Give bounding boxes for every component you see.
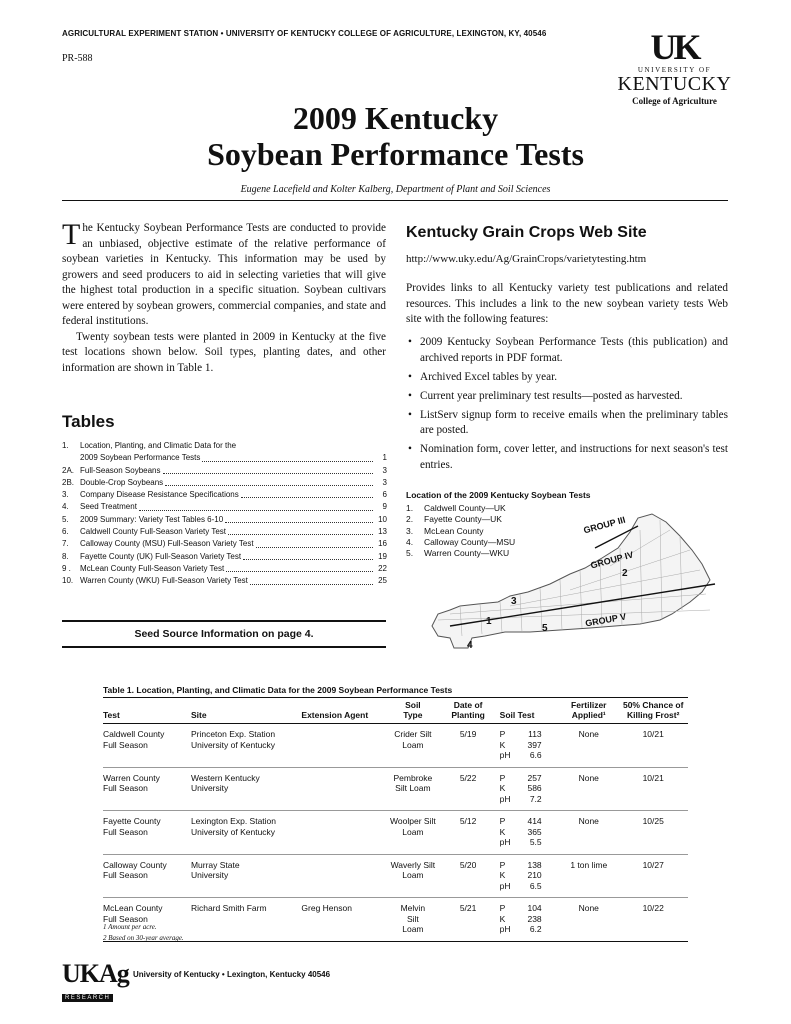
soil-label-p: P bbox=[499, 772, 506, 783]
toc-title-text: Double-Crop Soybeans bbox=[80, 477, 164, 487]
toc-leader bbox=[241, 497, 373, 498]
soil-label-p: P bbox=[499, 729, 506, 739]
cell-planting-date: 5/19 bbox=[443, 724, 494, 768]
cell-test bbox=[103, 767, 191, 811]
map-marker-2: 2 bbox=[622, 568, 628, 579]
ukag-research-logo bbox=[62, 959, 129, 1004]
col-date-line1: Date of bbox=[453, 700, 483, 710]
title-line-2: Soybean Performance Tests bbox=[207, 136, 584, 172]
map-location-name: Calloway County—MSU bbox=[424, 536, 516, 547]
cell-frost: 10/21 bbox=[618, 767, 688, 811]
col-frost-line2: Killing Frost² bbox=[627, 710, 680, 720]
toc-page: 19 bbox=[378, 551, 387, 561]
toc-title bbox=[80, 489, 375, 501]
cell-site-line1: Lexington Exp. Station bbox=[190, 816, 277, 826]
feature-item: • Current year preliminary test results—posted as harvested. bbox=[406, 389, 728, 405]
soil-test-values bbox=[500, 729, 559, 761]
uk-logo-college: College of Agriculture bbox=[632, 96, 717, 106]
soil-test-values bbox=[500, 816, 559, 848]
publication-number: PR-588 bbox=[62, 53, 93, 64]
map-location-num: 5. bbox=[406, 548, 414, 559]
soil-value-p: 113 bbox=[528, 729, 542, 739]
col-fert-line1: Fertilizer bbox=[571, 700, 607, 710]
intro-paragraph-1: he Kentucky Soybean Performance Tests are conducted to provide an unbiased, objective estimate of the relative performance of soybean varieties in Kentucky. This information may be used by growers and seed producers to aid in selecting varieties that will give the highest total production in a specific situation. Soybean cultivars were entered by soybean growers, commercial companies, and state and federal institutions. bbox=[62, 222, 386, 327]
cell-fertilizer: 1 ton lime bbox=[559, 854, 618, 898]
toc-leader bbox=[250, 584, 373, 585]
cell-test-season: Full Season bbox=[103, 826, 148, 837]
table-row bbox=[103, 854, 688, 898]
cell-frost: 10/25 bbox=[618, 811, 688, 855]
toc-item bbox=[62, 514, 387, 526]
cell-site-line2: University bbox=[190, 783, 229, 793]
cell-soil-line2: Loam bbox=[402, 870, 424, 880]
map-location-num: 2. bbox=[406, 514, 414, 525]
map-marker-5: 5 bbox=[542, 623, 548, 634]
cell-site-line1: Richard Smith Farm bbox=[190, 903, 267, 913]
soil-label-p: P bbox=[499, 816, 506, 826]
soil-value-p: 138 bbox=[527, 859, 542, 870]
intro-paragraph-2: Twenty soybean tests were planted in 2009 in Kentucky at the five test locations shown below. Soil types, planting dates, and other information are shown in Table 1. bbox=[62, 330, 386, 374]
cell-site-line2: University of Kentucky bbox=[190, 826, 276, 837]
cell-frost: 10/21 bbox=[618, 724, 688, 768]
cell-site bbox=[191, 811, 301, 855]
toc-title bbox=[80, 551, 375, 563]
col-soil-type-line2: Type bbox=[403, 710, 423, 720]
authors: Eugene Lacefield and Kolter Kalberg, Department of Plant and Soil Sciences bbox=[240, 184, 551, 195]
cell-test bbox=[103, 854, 191, 898]
cell-soil-type bbox=[383, 724, 442, 768]
ukag-logo-research: RESEARCH bbox=[62, 994, 113, 1002]
map-location-name: Caldwell County—UK bbox=[424, 503, 506, 513]
toc-page: 16 bbox=[378, 539, 387, 549]
toc-title-text: 2009 Summary: Variety Test Tables 6-10 bbox=[80, 514, 224, 524]
feature-item: • Nomination form, cover letter, and instructions for next season's test entries. bbox=[406, 442, 728, 473]
toc-leader bbox=[243, 559, 373, 560]
toc-page: 3 bbox=[382, 465, 387, 475]
table1-title: Table 1. Location, Planting, and Climatic Data for the 2009 Soybean Performance Tests bbox=[103, 685, 453, 695]
page-title bbox=[0, 100, 791, 172]
soil-value-p: 104 bbox=[527, 903, 542, 913]
web-site-heading: Kentucky Grain Crops Web Site bbox=[406, 224, 647, 241]
cell-soil-test bbox=[494, 854, 559, 898]
footnote-2: 2 Based on 30-year average. bbox=[103, 933, 184, 942]
map-group-iii-label: GROUP III bbox=[582, 514, 627, 536]
toc-page: 13 bbox=[378, 527, 387, 537]
table1-body bbox=[103, 724, 688, 942]
cell-soil-type bbox=[383, 854, 442, 898]
cell-planting-date: 5/22 bbox=[443, 767, 494, 811]
toc-leader bbox=[165, 485, 373, 486]
cell-fertilizer: None bbox=[559, 724, 618, 768]
soil-label-k: K bbox=[499, 826, 506, 837]
soil-test-values bbox=[500, 773, 559, 805]
soil-value-p: 257 bbox=[527, 772, 542, 783]
cell-agent bbox=[301, 854, 383, 898]
cell-test-season: Full Season bbox=[103, 913, 148, 924]
table1-header-row bbox=[103, 698, 688, 724]
toc-item-continued bbox=[62, 452, 387, 464]
toc-item bbox=[62, 465, 387, 477]
table1 bbox=[103, 697, 688, 942]
cell-test-county: Caldwell County bbox=[103, 729, 165, 739]
cell-planting-date: 5/12 bbox=[443, 811, 494, 855]
cell-planting-date: 5/21 bbox=[443, 898, 494, 942]
toc-leader bbox=[226, 571, 373, 572]
toc-item bbox=[62, 538, 387, 550]
cell-soil-line2: Loam bbox=[402, 739, 424, 750]
cell-soil-test bbox=[494, 898, 559, 942]
map-location-name: McLean County bbox=[424, 525, 484, 536]
cell-soil-line3: Loam bbox=[402, 924, 424, 934]
footer-address: University of Kentucky • Lexington, Kentucky 40546 bbox=[133, 970, 331, 979]
soil-label-k: K bbox=[499, 783, 506, 793]
col-soil-type bbox=[383, 698, 442, 724]
table-row bbox=[103, 811, 688, 855]
cell-soil-line2: Loam bbox=[402, 826, 424, 837]
toc-page: 22 bbox=[378, 563, 387, 573]
cell-soil-test bbox=[494, 811, 559, 855]
table-row bbox=[103, 898, 688, 942]
soil-label-k: K bbox=[499, 913, 506, 924]
toc-item bbox=[62, 551, 387, 563]
cell-test-season: Full Season bbox=[103, 783, 148, 793]
map-group-v-label: GROUP V bbox=[584, 611, 627, 629]
map-location-num: 1. bbox=[406, 503, 414, 513]
map-location-num: 4. bbox=[406, 536, 414, 547]
table1-footnotes bbox=[103, 922, 184, 943]
toc-page: 25 bbox=[378, 576, 387, 586]
feature-item: • Archived Excel tables by year. bbox=[406, 370, 728, 386]
soil-label-k: K bbox=[499, 870, 506, 880]
cell-test bbox=[103, 724, 191, 768]
toc-leader bbox=[256, 547, 373, 548]
cell-fertilizer: None bbox=[559, 811, 618, 855]
cell-site bbox=[191, 898, 301, 942]
col-site: Site bbox=[191, 698, 301, 724]
web-site-url[interactable]: http://www.uky.edu/Ag/GrainCrops/varietytesting.htm bbox=[406, 253, 647, 265]
toc-title bbox=[80, 477, 375, 489]
toc-title-text: Company Disease Resistance Specifications bbox=[80, 490, 239, 500]
cell-test bbox=[103, 811, 191, 855]
toc-num: 4. bbox=[62, 502, 69, 512]
toc-num: 10. bbox=[62, 576, 74, 586]
uk-logo-mark: UK bbox=[650, 27, 699, 67]
cell-frost: 10/27 bbox=[618, 854, 688, 898]
table-row bbox=[103, 767, 688, 811]
cell-agent: Greg Henson bbox=[301, 898, 383, 942]
toc-num: 2A. bbox=[62, 465, 75, 475]
header-university: • UNIVERSITY OF KENTUCKY COLLEGE OF AGRICULTURE, LEXINGTON, KY, 40546 bbox=[218, 29, 547, 38]
col-soil-test: Soil Test bbox=[494, 698, 559, 724]
cell-frost: 10/22 bbox=[618, 898, 688, 942]
cell-soil-line1: Melvin bbox=[400, 903, 426, 913]
soil-value-ph: 5.5 bbox=[529, 837, 542, 847]
ukag-logo-text: UKAg bbox=[62, 959, 129, 988]
toc-num: 2B. bbox=[62, 477, 75, 487]
toc-page: 10 bbox=[378, 514, 387, 524]
title-line-1: 2009 Kentucky bbox=[292, 100, 499, 136]
kentucky-map bbox=[420, 510, 720, 660]
toc-title bbox=[80, 440, 387, 452]
kentucky-outline bbox=[432, 514, 710, 648]
col-test: Test bbox=[103, 698, 191, 724]
toc-item bbox=[62, 477, 387, 489]
toc-page: 9 bbox=[382, 502, 387, 512]
toc-num: 5. bbox=[62, 514, 69, 524]
col-soil-type-line1: Soil bbox=[405, 700, 421, 710]
soil-value-k: 397 bbox=[527, 739, 542, 750]
cell-soil-line1: Pembroke bbox=[393, 772, 433, 783]
col-agent: Extension Agent bbox=[301, 698, 383, 724]
toc-num: 8. bbox=[62, 551, 69, 561]
cell-soil-line1: Crider Silt bbox=[394, 729, 432, 739]
soil-test-values bbox=[500, 903, 559, 935]
cell-site-line2: University bbox=[190, 870, 229, 880]
cell-soil-test bbox=[494, 767, 559, 811]
toc-leader bbox=[202, 461, 373, 462]
toc-title bbox=[80, 465, 375, 477]
toc-num: 1. bbox=[62, 441, 69, 450]
toc-title-text: Full-Season Soybeans bbox=[80, 465, 161, 475]
soil-value-ph: 6.5 bbox=[529, 880, 542, 891]
toc-leader bbox=[139, 510, 373, 511]
feature-item: • ListServ signup form to receive emails when the preliminary tables are posted. bbox=[406, 408, 728, 439]
toc-title-text: Seed Treatment bbox=[80, 502, 137, 512]
soil-label-ph: pH bbox=[499, 880, 511, 891]
map-marker-3: 3 bbox=[511, 596, 517, 607]
cell-soil-line2: Silt bbox=[406, 913, 419, 924]
toc-num: 3. bbox=[62, 490, 69, 500]
footnote-1: 1 Amount per acre. bbox=[103, 923, 157, 931]
col-date-line2: Planting bbox=[451, 710, 485, 720]
toc-num: 6. bbox=[62, 527, 69, 537]
cell-soil-line2: Silt Loam bbox=[395, 783, 431, 793]
map-location-name: Warren County—WKU bbox=[424, 548, 510, 559]
cell-planting-date: 5/20 bbox=[443, 854, 494, 898]
map-marker-1: 1 bbox=[486, 616, 492, 627]
intro-text bbox=[62, 218, 386, 376]
table-of-contents bbox=[62, 440, 387, 588]
toc-page: 6 bbox=[382, 490, 387, 500]
toc-title bbox=[80, 563, 375, 575]
web-site-features bbox=[406, 335, 728, 477]
map-location-name: Fayette County—UK bbox=[424, 514, 502, 525]
soil-label-ph: pH bbox=[499, 837, 511, 847]
soil-value-k: 586 bbox=[527, 783, 542, 793]
map-location-num: 3. bbox=[406, 525, 414, 536]
cell-test-county: Warren County bbox=[103, 772, 160, 783]
cell-soil-type bbox=[383, 811, 442, 855]
soil-test-values bbox=[500, 860, 559, 892]
cell-agent bbox=[301, 811, 383, 855]
toc-item bbox=[62, 501, 387, 513]
soil-label-ph: pH bbox=[499, 924, 511, 934]
toc-leader bbox=[228, 534, 373, 535]
toc-title-text: 2009 Soybean Performance Tests bbox=[80, 453, 201, 463]
cell-test-season: Full Season bbox=[103, 870, 148, 880]
soil-value-k: 365 bbox=[527, 826, 542, 837]
soil-value-p: 414 bbox=[527, 816, 542, 826]
col-frost-line1: 50% Chance of bbox=[622, 700, 684, 710]
map-caption: Location of the 2009 Kentucky Soybean Tests bbox=[406, 490, 591, 500]
cell-soil-test bbox=[494, 724, 559, 768]
toc-title bbox=[80, 514, 375, 526]
toc-item bbox=[62, 526, 387, 538]
cell-test-county: McLean County bbox=[103, 903, 163, 913]
uk-logo bbox=[612, 27, 737, 106]
soil-label-p: P bbox=[499, 859, 506, 870]
cell-test-season: Full Season bbox=[103, 739, 148, 750]
toc-title bbox=[80, 575, 375, 587]
toc-title bbox=[80, 452, 375, 464]
toc-leader bbox=[225, 522, 373, 523]
toc-item bbox=[62, 489, 387, 501]
col-fert-line2: Applied¹ bbox=[571, 710, 606, 720]
title-divider bbox=[62, 200, 728, 201]
soil-value-k: 210 bbox=[527, 870, 542, 880]
drop-cap: T bbox=[62, 218, 81, 251]
cell-soil-line1: Woolper Silt bbox=[390, 816, 436, 826]
soil-label-ph: pH bbox=[499, 793, 511, 804]
cell-soil-type bbox=[383, 767, 442, 811]
cell-agent bbox=[301, 724, 383, 768]
feature-item: • 2009 Kentucky Soybean Performance Tests (this publication) and archived reports in PDF format. bbox=[406, 335, 728, 366]
cell-site bbox=[191, 724, 301, 768]
toc-num: 7. bbox=[62, 539, 69, 549]
cell-site bbox=[191, 767, 301, 811]
soil-label-k: K bbox=[499, 739, 506, 750]
toc-title-text: Fayette County (UK) Full-Season Variety Test bbox=[80, 551, 242, 561]
toc-page: 3 bbox=[382, 477, 387, 487]
cell-soil-line1: Waverly Silt bbox=[390, 859, 436, 870]
cell-fertilizer: None bbox=[559, 898, 618, 942]
cell-test-county: Fayette County bbox=[103, 816, 161, 826]
map-marker-4: 4 bbox=[467, 640, 473, 651]
cell-soil-type bbox=[383, 898, 442, 942]
cell-test-county: Calloway County bbox=[103, 859, 167, 870]
toc-title-text: Location, Planting, and Climatic Data for the bbox=[80, 441, 237, 450]
web-site-description: Provides links to all Kentucky variety test publications and related resources. This includes a link to the new soybean variety tests Web site with the following features: bbox=[406, 282, 728, 325]
toc-page: 1 bbox=[382, 453, 387, 463]
soil-label-ph: pH bbox=[499, 750, 511, 760]
toc-title bbox=[80, 538, 375, 550]
col-fertilizer bbox=[559, 698, 618, 724]
toc-item bbox=[62, 563, 387, 575]
soil-value-ph: 6.6 bbox=[529, 750, 542, 760]
col-frost bbox=[618, 698, 688, 724]
map-group-iv-label: GROUP IV bbox=[589, 549, 635, 571]
uk-logo-kentucky: KENTUCKY bbox=[617, 73, 732, 95]
cell-fertilizer: None bbox=[559, 767, 618, 811]
soil-value-k: 238 bbox=[527, 913, 542, 924]
soil-value-ph: 6.2 bbox=[529, 924, 542, 934]
table-row bbox=[103, 724, 688, 768]
cell-site bbox=[191, 854, 301, 898]
cell-site-line2: University of Kentucky bbox=[190, 739, 276, 750]
col-date bbox=[443, 698, 494, 724]
toc-title bbox=[80, 501, 375, 513]
toc-title-text: Warren County (WKU) Full-Season Variety Test bbox=[80, 576, 248, 586]
cell-site-line1: Murray State bbox=[190, 859, 240, 870]
toc-title-text: Calloway County (MSU) Full-Season Variety Test bbox=[80, 539, 254, 549]
cell-site-line1: Western Kentucky bbox=[190, 772, 260, 783]
tables-heading: Tables bbox=[62, 412, 115, 431]
cell-agent bbox=[301, 767, 383, 811]
header-line bbox=[62, 29, 546, 38]
uk-logo-university-of: UNIVERSITY OF bbox=[637, 66, 712, 74]
toc-num: 9 . bbox=[62, 563, 71, 573]
cell-site-line1: Princeton Exp. Station bbox=[190, 729, 276, 739]
toc-leader bbox=[163, 473, 374, 474]
header-station: AGRICULTURAL EXPERIMENT STATION bbox=[62, 29, 219, 38]
seed-source-note: Seed Source Information on page 4. bbox=[62, 620, 386, 648]
soil-value-ph: 7.2 bbox=[529, 793, 542, 804]
toc-item bbox=[62, 575, 387, 587]
toc-title-text: Caldwell County Full-Season Variety Test bbox=[80, 527, 226, 537]
toc-title-text: McLean County Full-Season Variety Test bbox=[80, 563, 225, 573]
soil-label-p: P bbox=[499, 903, 506, 913]
toc-title bbox=[80, 526, 375, 538]
toc-item bbox=[62, 440, 387, 452]
